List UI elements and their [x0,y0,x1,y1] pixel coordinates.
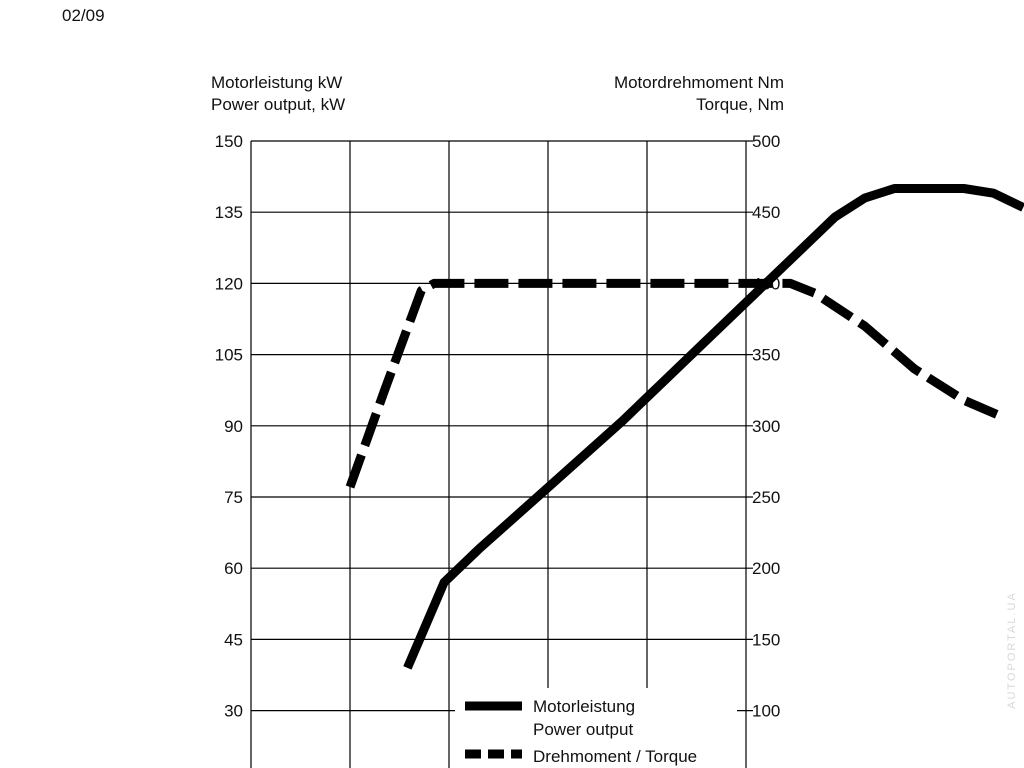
left-tick-label: 90 [224,416,243,436]
legend-label: Power output [533,720,634,739]
power-curve [407,189,1023,668]
right-tick-label: 450 [752,203,781,223]
torque-curve [350,283,1003,487]
left-tick-label: 120 [214,274,243,294]
left-axis-title-de: Motorleistung kW [211,73,343,92]
document-code: 02/09 [62,6,105,25]
right-tick-label: 200 [752,559,781,579]
left-axis-title-en: Power output, kW [211,95,346,114]
left-tick-label: 60 [224,559,243,579]
left-tick-label: 75 [224,488,243,507]
watermark: AUTOPORTAL.UA [1006,591,1018,709]
right-tick-label: 250 [752,488,781,507]
left-tick-label: 135 [214,203,243,223]
right-tick-label: 150 [752,630,781,650]
right-tick-label: 400 [752,274,781,294]
right-tick-label: 100 [752,701,781,721]
right-tick-label: 350 [752,345,781,365]
legend-label: Drehmoment / Torque [533,747,698,766]
right-axis-title-de: Motordrehmoment Nm [613,73,784,92]
left-tick-label: 105 [214,345,243,365]
right-axis-title-en: Torque, Nm [696,95,784,114]
left-tick-label: 45 [224,630,243,650]
left-tick-label: 150 [214,132,243,151]
left-tick-label: 30 [224,701,243,721]
legend-label: Motorleistung [533,697,636,716]
right-tick-label: 300 [752,416,781,436]
right-tick-label: 500 [752,132,781,151]
